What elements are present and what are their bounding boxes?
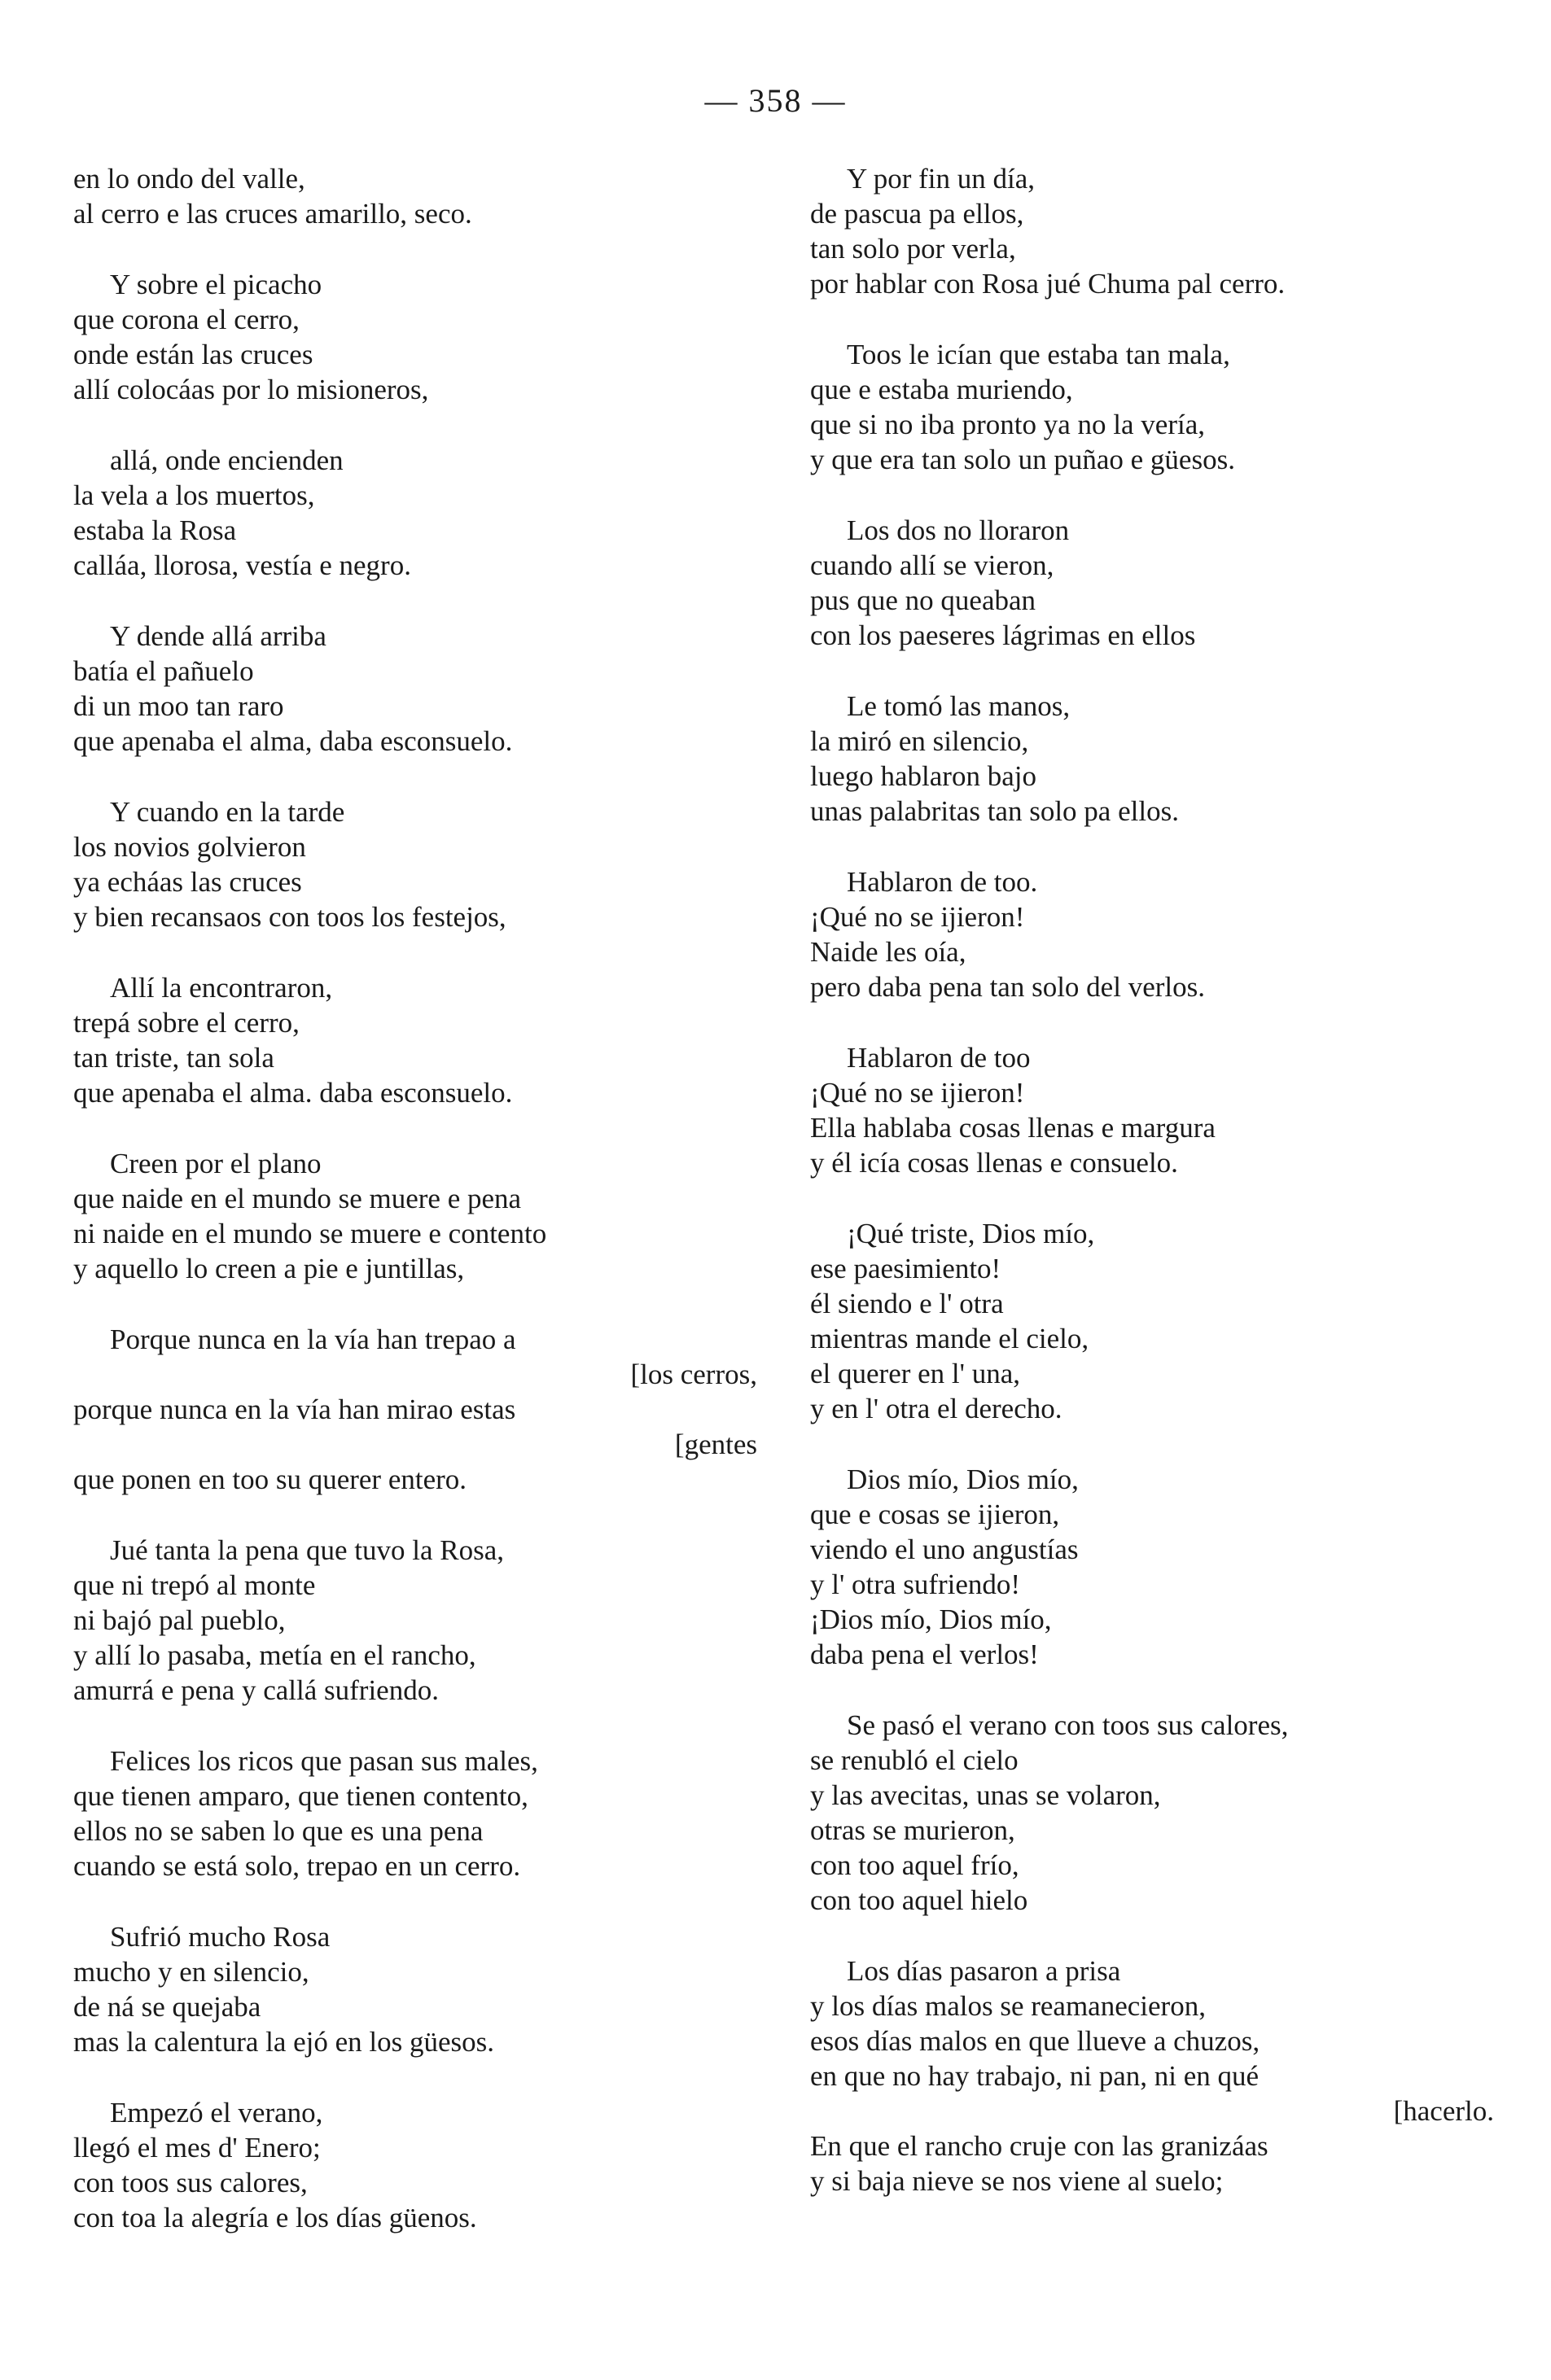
verse-line: ese paesimiento! <box>810 1253 1001 1284</box>
verse-line: ni naide en el mundo se muere e contento <box>73 1218 547 1249</box>
stanza <box>810 161 1510 301</box>
stanza <box>73 619 773 759</box>
stanza <box>73 2095 773 2235</box>
stanza <box>73 1533 773 1708</box>
verse-line: con toa la alegría e los días güenos. <box>73 2202 477 2233</box>
verse-line: que e cosas se ijieron, <box>810 1498 1060 1530</box>
verse-line: ni bajó pal pueblo, <box>73 1604 286 1636</box>
verse-line: Naide les oía, <box>810 936 966 968</box>
stanza <box>810 513 1510 653</box>
verse-line: [los cerros, <box>630 1358 757 1390</box>
verse-line: allí colocáas por lo misioneros, <box>73 374 429 405</box>
verse-line: Le tomó las manos, <box>847 690 1071 722</box>
verse-line: se renubló el cielo <box>810 1744 1019 1776</box>
verse-line: [hacerlo. <box>1393 2095 1494 2127</box>
verse-line: que ni trepó al monte <box>73 1569 316 1601</box>
verse-line: Creen por el plano <box>110 1148 322 1179</box>
verse-line: tan triste, tan sola <box>73 1042 274 1074</box>
verse-line: la vela a los muertos, <box>73 479 315 511</box>
verse-line: Y dende allá arriba <box>110 620 326 652</box>
verse-line: de pascua pa ellos, <box>810 198 1024 230</box>
verse-line: el querer en l' una, <box>810 1358 1020 1389</box>
verse-line: pero daba pena tan solo del verlos. <box>810 971 1205 1003</box>
verse-line: en que no hay trabajo, ni pan, ni en qué <box>810 2060 1260 2092</box>
stanza <box>810 689 1510 829</box>
verse-line: batía el pañuelo <box>73 655 254 687</box>
verse-line: Los días pasaron a prisa <box>847 1955 1121 1987</box>
verse-line: Allí la encontraron, <box>110 972 333 1004</box>
verse-line: y aquello lo creen a pie e juntillas, <box>73 1253 465 1284</box>
page-number: — 358 — <box>704 82 847 119</box>
verse-line: unas palabritas tan solo pa ellos. <box>810 795 1179 827</box>
verse-line: y si baja nieve se nos viene al suelo; <box>810 2165 1224 2197</box>
verse-line: Los dos no lloraron <box>847 514 1070 546</box>
verse-line: en lo ondo del valle, <box>73 163 305 195</box>
verse-line: llegó el mes d' Enero; <box>73 2132 321 2163</box>
verse-line: viendo el uno angustías <box>810 1533 1079 1565</box>
verse-line: onde están las cruces <box>73 339 313 370</box>
verse-line: Y cuando en la tarde <box>110 796 345 828</box>
verse-line: que apenaba el alma. daba esconsuelo. <box>73 1077 513 1109</box>
verse-line: con too aquel frío, <box>810 1849 1019 1881</box>
verse-line: con los paeseres lágrimas en ellos <box>810 619 1196 651</box>
verse-line: luego hablaron bajo <box>810 760 1036 792</box>
stanza <box>810 864 1510 1004</box>
verse-line: calláa, llorosa, vestía e negro. <box>73 549 411 581</box>
verse-line: que apenaba el alma, daba esconsuelo. <box>73 725 513 757</box>
stanza <box>810 1462 1510 1672</box>
verse-line: Jué tanta la pena que tuvo la Rosa, <box>110 1534 505 1566</box>
stanza <box>810 1040 1510 1180</box>
verse-line: porque nunca en la vía han mirao estas <box>73 1393 516 1425</box>
verse-line: ¡Qué no se ijieron! <box>810 1077 1025 1109</box>
verse-line: Hablaron de too. <box>847 866 1038 898</box>
verse-line: al cerro e las cruces amarillo, seco. <box>73 198 472 230</box>
stanza <box>73 794 773 934</box>
verse-line: tan solo por verla, <box>810 233 1016 265</box>
verse-line: trepá sobre el cerro, <box>73 1007 300 1039</box>
verse-line: Felices los ricos que pasan sus males, <box>110 1745 538 1777</box>
verse-line: cuando se está solo, trepao en un cerro. <box>73 1850 521 1882</box>
verse-line: él siendo e l' otra <box>810 1288 1004 1319</box>
verse-line: Empezó el verano, <box>110 2097 323 2128</box>
verse-line: Sufrió mucho Rosa <box>110 1921 331 1953</box>
verse-line: que ponen en too su querer entero. <box>73 1463 467 1495</box>
verse-line: estaba la Rosa <box>73 514 237 546</box>
verse-line: ¡Qué no se ijieron! <box>810 901 1025 933</box>
verse-line: Hablaron de too <box>847 1042 1031 1074</box>
verse-line: mientras mande el cielo, <box>810 1323 1089 1354</box>
stanza <box>73 443 773 583</box>
verse-line: los novios golvieron <box>73 831 306 863</box>
verse-line: daba pena el verlos! <box>810 1638 1039 1670</box>
stanza <box>73 970 773 1110</box>
stanza <box>73 1322 773 1497</box>
stanza <box>810 337 1510 477</box>
verse-line: por hablar con Rosa jué Chuma pal cerro. <box>810 268 1286 300</box>
verse-line: Toos le icían que estaba tan mala, <box>847 339 1230 370</box>
verse-line: y los días malos se reamanecieron, <box>810 1990 1206 2022</box>
stanza <box>73 1919 773 2059</box>
verse-line: allá, onde encienden <box>110 444 344 476</box>
verse-line: y las avecitas, unas se volaron, <box>810 1779 1161 1811</box>
stanza <box>73 161 773 231</box>
verse-line: Porque nunca en la vía han trepao a <box>110 1323 516 1355</box>
verse-line: y allí lo pasaba, metía en el rancho, <box>73 1639 476 1671</box>
stanza <box>810 1953 1510 2198</box>
stanza <box>73 1146 773 1286</box>
verse-line: pus que no queaban <box>810 584 1036 616</box>
verse-line: con too aquel hielo <box>810 1884 1028 1916</box>
stanza <box>73 267 773 407</box>
verse-line: Y sobre el picacho <box>110 269 322 300</box>
right-column <box>810 161 1510 2234</box>
verse-line: mas la calentura la ejó en los güesos. <box>73 2026 495 2058</box>
verse-line: mucho y en silencio, <box>73 1956 309 1988</box>
verse-line: y que era tan solo un puñao e güesos. <box>810 444 1235 475</box>
verse-line: y bien recansaos con toos los festejos, <box>73 901 506 933</box>
verse-line: que tienen amparo, que tienen contento, <box>73 1780 528 1812</box>
verse-line: otras se murieron, <box>810 1814 1015 1846</box>
verse-line: que si no iba pronto ya no la vería, <box>810 409 1206 440</box>
verse-line: cuando allí se vieron, <box>810 549 1054 581</box>
verse-line: que naide en el mundo se muere e pena <box>73 1183 522 1214</box>
left-column <box>73 161 773 2271</box>
verse-line: Se pasó el verano con toos sus calores, <box>847 1709 1289 1741</box>
verse-line: y él icía cosas llenas e consuelo. <box>810 1147 1178 1179</box>
verse-line: que e estaba muriendo, <box>810 374 1073 405</box>
verse-line: [gentes <box>674 1428 757 1460</box>
verse-line: la miró en silencio, <box>810 725 1029 757</box>
verse-line: Y por fin un día, <box>847 163 1036 195</box>
verse-line: ¡Dios mío, Dios mío, <box>810 1603 1052 1635</box>
verse-line: Ella hablaba cosas llenas e margura <box>810 1112 1216 1144</box>
verse-line: En que el rancho cruje con las granizáas <box>810 2130 1268 2162</box>
verse-line: y l' otra sufriendo! <box>810 1568 1021 1600</box>
verse-line: ya echáas las cruces <box>73 866 302 898</box>
verse-line: ¡Qué triste, Dios mío, <box>847 1218 1095 1249</box>
stanza <box>810 1708 1510 1918</box>
verse-line: esos días malos en que llueve a chuzos, <box>810 2025 1260 2057</box>
verse-line: y en l' otra el derecho. <box>810 1393 1062 1424</box>
verse-line: amurrá e pena y callá sufriendo. <box>73 1674 439 1706</box>
verse-line: de ná se quejaba <box>73 1991 261 2023</box>
stanza <box>810 1216 1510 1426</box>
stanza <box>73 1743 773 1883</box>
verse-line: que corona el cerro, <box>73 304 300 335</box>
verse-line: ellos no se saben lo que es una pena <box>73 1815 484 1847</box>
verse-line: di un moo tan raro <box>73 690 284 722</box>
verse-line: Dios mío, Dios mío, <box>847 1463 1079 1495</box>
verse-line: con toos sus calores, <box>73 2167 308 2198</box>
